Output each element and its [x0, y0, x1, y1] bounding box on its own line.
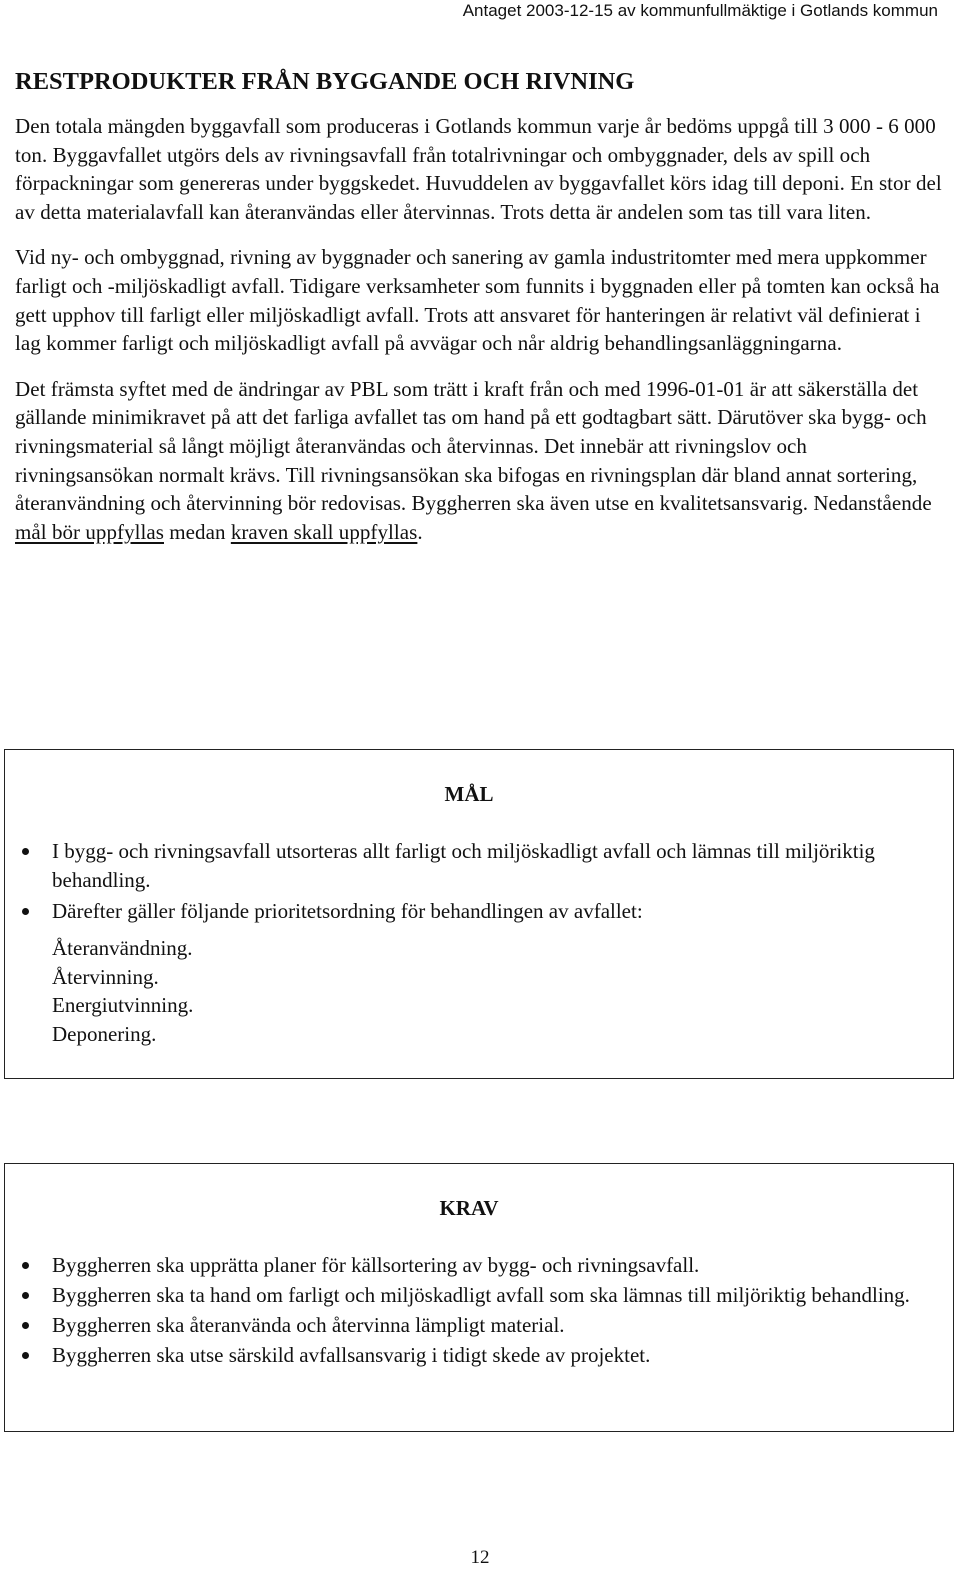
- section-title: RESTPRODUKTER FRÅN BYGGANDE OCH RIVNING: [15, 68, 635, 95]
- requirements-box: [4, 1163, 954, 1432]
- goal-list: [5, 837, 953, 926]
- bullet-icon: [22, 1262, 29, 1269]
- bullet-icon: [22, 908, 29, 915]
- list-item: [52, 897, 953, 926]
- paragraph-pbl-text-2: medan: [164, 519, 231, 544]
- page-number: 12: [470, 1547, 490, 1568]
- paragraph-amount: Den totala mängden byggavfall som produceras i Gotlands kommun varje år bedöms uppgå till 3 000 - 6 000 ton. Byggavfallet utgörs dels av rivningsavfall från totalrivningar och ombyggnader, dels av spill och förpackningar som genereras under byggskedet. Huvuddelen av byggavfallet körs idag till deponi. En stor del av detta materialavfall kan återanvändas eller återvinnas. Trots detta är andelen som tas till vara liten.: [15, 114, 942, 224]
- bullet-icon: [22, 1352, 29, 1359]
- list-item: [52, 1311, 953, 1340]
- priority-item: Återvinning.: [52, 964, 159, 989]
- paragraph-pbl: [15, 375, 945, 547]
- priority-item: Energiutvinning.: [52, 993, 194, 1017]
- priority-item: Deponering.: [52, 1021, 157, 1046]
- list-item: [52, 1281, 953, 1310]
- list-item: [52, 837, 953, 895]
- document-body: [15, 66, 945, 563]
- priority-item: Återanvändning.: [52, 936, 193, 960]
- requirement-text: Byggherren ska utse särskild avfallsansvarig i tidigt skede av projektet.: [52, 1343, 651, 1367]
- requirements-list: [5, 1251, 953, 1370]
- goal-text: Därefter gäller följande prioritetsordning för behandlingen av avfallet:: [52, 899, 643, 923]
- paragraph-pbl-text: Det främsta syftet med de ändringar av PBL som trätt i kraft från och med 1996-01-01 är att säkerställa det gällande minimikravet på att det farliga avfallet tas om hand på ett godtagbart sätt. Därutöver ska bygg- och rivningsmaterial så långt möjligt återanvändas och återvinnas. Det innebär att rivningslov och rivningsansökan normalt krävs. Till rivningsansökan ska bifogas en rivningsplan där bland annat sortering, återanvändning och återvinning bör redovisas. Byggherren ska även utse en kvalitetsansvarig. Nedanstående: [15, 376, 932, 516]
- goal-text: I bygg- och rivningsavfall utsorteras allt farligt och miljöskadligt avfall och lämnas till miljöriktig behandling.: [52, 839, 875, 892]
- requirements-box-title: KRAV: [439, 1196, 499, 1220]
- bullet-icon: [22, 1322, 29, 1329]
- goals-underlined-text: mål bör uppfyllas: [15, 519, 164, 544]
- requirement-text: Byggherren ska återanvända och återvinna lämpligt material.: [52, 1313, 565, 1337]
- goal-box-title: MÅL: [444, 782, 494, 806]
- page-header: Antaget 2003-12-15 av kommunfullmäktige i Gotlands kommun: [462, 1, 938, 20]
- requirement-text: Byggherren ska ta hand om farligt och miljöskadligt avfall som ska lämnas till miljöriktig behandling.: [52, 1283, 910, 1307]
- goal-box: [4, 749, 954, 1079]
- bullet-icon: [22, 1292, 29, 1299]
- priority-order: [52, 934, 953, 1048]
- requirement-text: Byggherren ska upprätta planer för källsortering av bygg- och rivningsavfall.: [52, 1253, 700, 1277]
- paragraph-pbl-end: .: [417, 519, 423, 544]
- list-item: [52, 1341, 953, 1370]
- requirements-underlined-text: kraven skall uppfyllas: [230, 519, 418, 544]
- paragraph-hazardous: Vid ny- och ombyggnad, rivning av byggnader och sanering av gamla industritomter med mera uppkommer farligt och -miljöskadligt avfall. Tidigare verksamheter som funnits i byggnaden eller på tomten kan också ha gett upphov till farligt eller miljöskadligt avfall. Trots att ansvaret för hanteringen är relativt väl definierat i lag kommer farligt och miljöskadligt avfall på avvägar och når aldrig behandlingsanläggningarna.: [15, 245, 940, 356]
- bullet-icon: [22, 848, 29, 855]
- list-item: [52, 1251, 953, 1280]
